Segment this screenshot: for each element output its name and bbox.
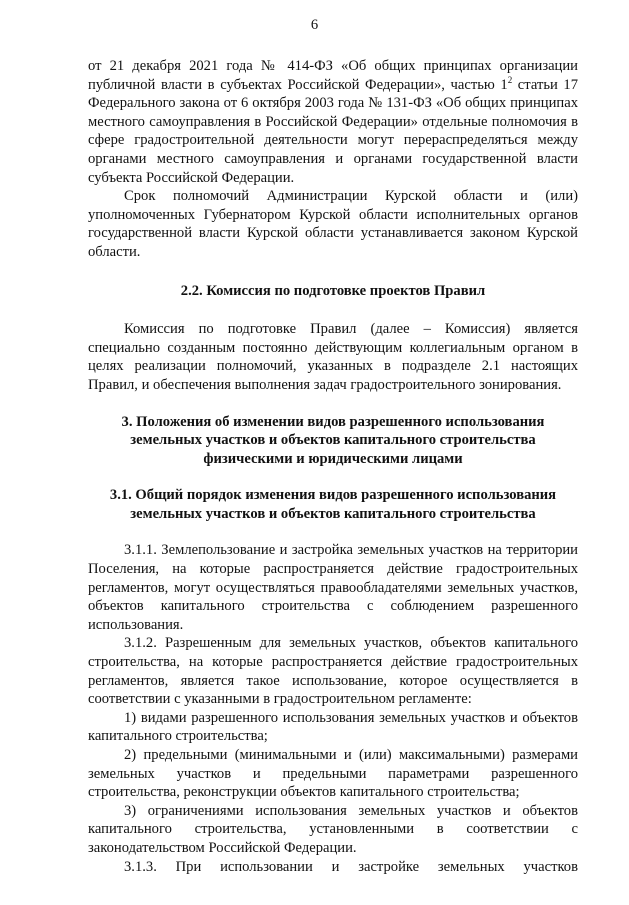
paragraph-text: от 21 декабря 2021 года № 414-ФЗ «Об общих принципах организации публичной власти в субъектах Российской Федерации», частью 1 bbox=[88, 58, 578, 93]
paragraph-3-1-3: 3.1.3. При использовании и застройке земельных участков bbox=[124, 858, 578, 875]
paragraph-continuation bbox=[88, 57, 578, 187]
list-item-3: 3) ограничениями использования земельных участков и объектов капитального строительства, установленными в соответствии с законодательством Российской Федерации. bbox=[88, 802, 578, 856]
paragraph-3-1-1: 3.1.1. Землепользование и застройка земельных участков на территории Поселения, на которые распространяется действие градостроительных регламентов, могут осуществляться правообладателями земельных участков, объектов капитального строительства с соблюдением разрешенного использования. bbox=[88, 542, 578, 633]
list-item-2: 2) предельными (минимальными и (или) максимальными) размерами земельных участков и предельными параметрами разрешенного строительства, реконструкции объектов капитального строительства; bbox=[88, 747, 578, 801]
section-heading-2-2: 2.2. Комиссия по подготовке проектов Правил bbox=[180, 282, 486, 299]
list-item-1: 1) видами разрешенного использования земельных участков и объектов капитального строительства; bbox=[88, 709, 578, 745]
section-heading-3-1: 3.1. Общий порядок изменения видов разрешенного использования земельных участков и объектов капитального строительства bbox=[109, 487, 557, 522]
section-heading-3: 3. Положения об изменении видов разрешенного использования земельных участков и объектов капитального строительства физическими и юридическими лицами bbox=[121, 413, 545, 467]
page-number: 6 bbox=[310, 17, 319, 33]
paragraph-commission: Комиссия по подготовке Правил (далее – Комиссия) является специально созданным постоянно действующим коллегиальным органом в целях реализации полномочий, указанных в подразделе 2.1 настоящих Правил, и обеспечения выполнения задач градостроительного зонирования. bbox=[88, 321, 578, 393]
paragraph-3-1-2: 3.1.2. Разрешенным для земельных участков, объектов капитального строительства, на которые распространяется действие градостроительных регламентов, является такое использование, которое осуществляется в соответствии с указанными в градостроительном регламенте: bbox=[88, 635, 578, 708]
document-body bbox=[88, 57, 578, 876]
superscript: 2 bbox=[507, 74, 513, 85]
paragraph-text: статьи 17 Федерального закона от 6 октября 2003 года № 131-ФЗ «Об общих принципах местного самоуправления в Российской Федерации» отдельные полномочия в сфере градостроительной деятельности могут перераспределяться между органами местного самоуправления и органами государственной власти субъекта Российской Федерации. bbox=[88, 76, 578, 186]
paragraph-term-of-authority: Срок полномочий Администрации Курской области и (или) уполномоченных Губернатором Курской области исполнительных органов государственной власти Курской области устанавливается законом Курской области. bbox=[88, 188, 578, 260]
